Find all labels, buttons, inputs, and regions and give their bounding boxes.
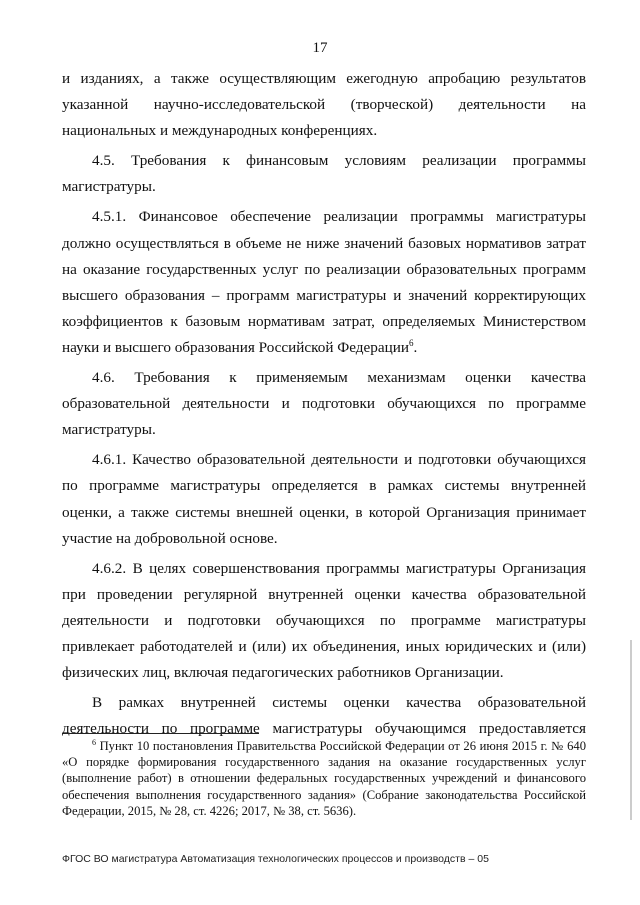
paragraph-text: В рамках внутренней системы оценки качества образовательной деятельности по программе магистратуры обучающимся предоставляется	[62, 694, 586, 738]
footnote-reference[interactable]: 6	[409, 337, 414, 348]
paragraph-text: 4.6.1. Качество образовательной деятельности и подготовки обучающихся по программе магистратуры определяется в рамках системы внутренней оценки, а также системы внешней оценки, в которой Организация принимает участие на добровольной основе.	[62, 451, 586, 547]
paragraph-internal-assessment	[62, 690, 586, 742]
footnote-separator	[62, 733, 259, 734]
paragraph-text: 4.6. Требования к применяемым механизмам оценки качества образовательной деятельности и подготовки обучающихся по программе магистратуры.	[62, 369, 586, 439]
paragraph-text: и изданиях, а также осуществляющим ежегодную апробацию результатов указанной научно-исследовательской (творческой) деятельности на национальных и международных конференциях.	[62, 70, 586, 140]
scan-edge-mark	[630, 640, 632, 820]
paragraph-continuation	[62, 66, 586, 144]
footnote-text: Пункт 10 постановления Правительства Российской Федерации от 26 июня 2015 г. № 640 «О порядке формирования государственного задания на оказание государственных услуг (выполнение работ) в отношении федеральных государственных учреждений и финансового обеспечения выполнения государственного задания» (Собрание законодательства Российской Федерации, 2015, № 28, ст. 4226; 2017, № 38, ст. 5636).	[62, 739, 586, 818]
paragraph-text: 4.5. Требования к финансовым условиям реализации программы магистратуры.	[62, 152, 586, 196]
paragraph-text: 4.6.2. В целях совершенствования программы магистратуры Организация при проведении регулярной внутренней оценки качества образовательной деятельности и подготовки обучающихся по программе магистратуры привлекает работодателей и (или) их объединения, иных юридических и (или) физических лиц, включая педагогических работников Организации.	[62, 559, 586, 682]
paragraph-4-5	[62, 148, 586, 200]
paragraph-text: 4.5.1. Финансовое обеспечение реализации программы магистратуры должно осуществляться в объеме не ниже значений базовых нормативов затрат на оказание государственных услуг по реализации образовательных программ высшего образования – программ магистратуры и значений корректирующих коэффициентов к базовым нормативам затрат, определяемых Министерством науки и высшего образования Российской Федерации	[62, 208, 586, 356]
page-number: 17	[312, 40, 328, 56]
page-footer: ФГОС ВО магистратура Автоматизация технологических процессов и производств – 05	[62, 853, 489, 865]
paragraph-4-6	[62, 365, 586, 443]
paragraph-4-5-1	[62, 204, 586, 361]
paragraph-4-6-1	[62, 447, 586, 551]
footnote	[62, 738, 586, 819]
paragraph-text-end: .	[413, 338, 418, 356]
body-text	[62, 66, 586, 742]
paragraph-4-6-2	[62, 556, 586, 686]
footnote-marker: 6	[92, 738, 96, 747]
